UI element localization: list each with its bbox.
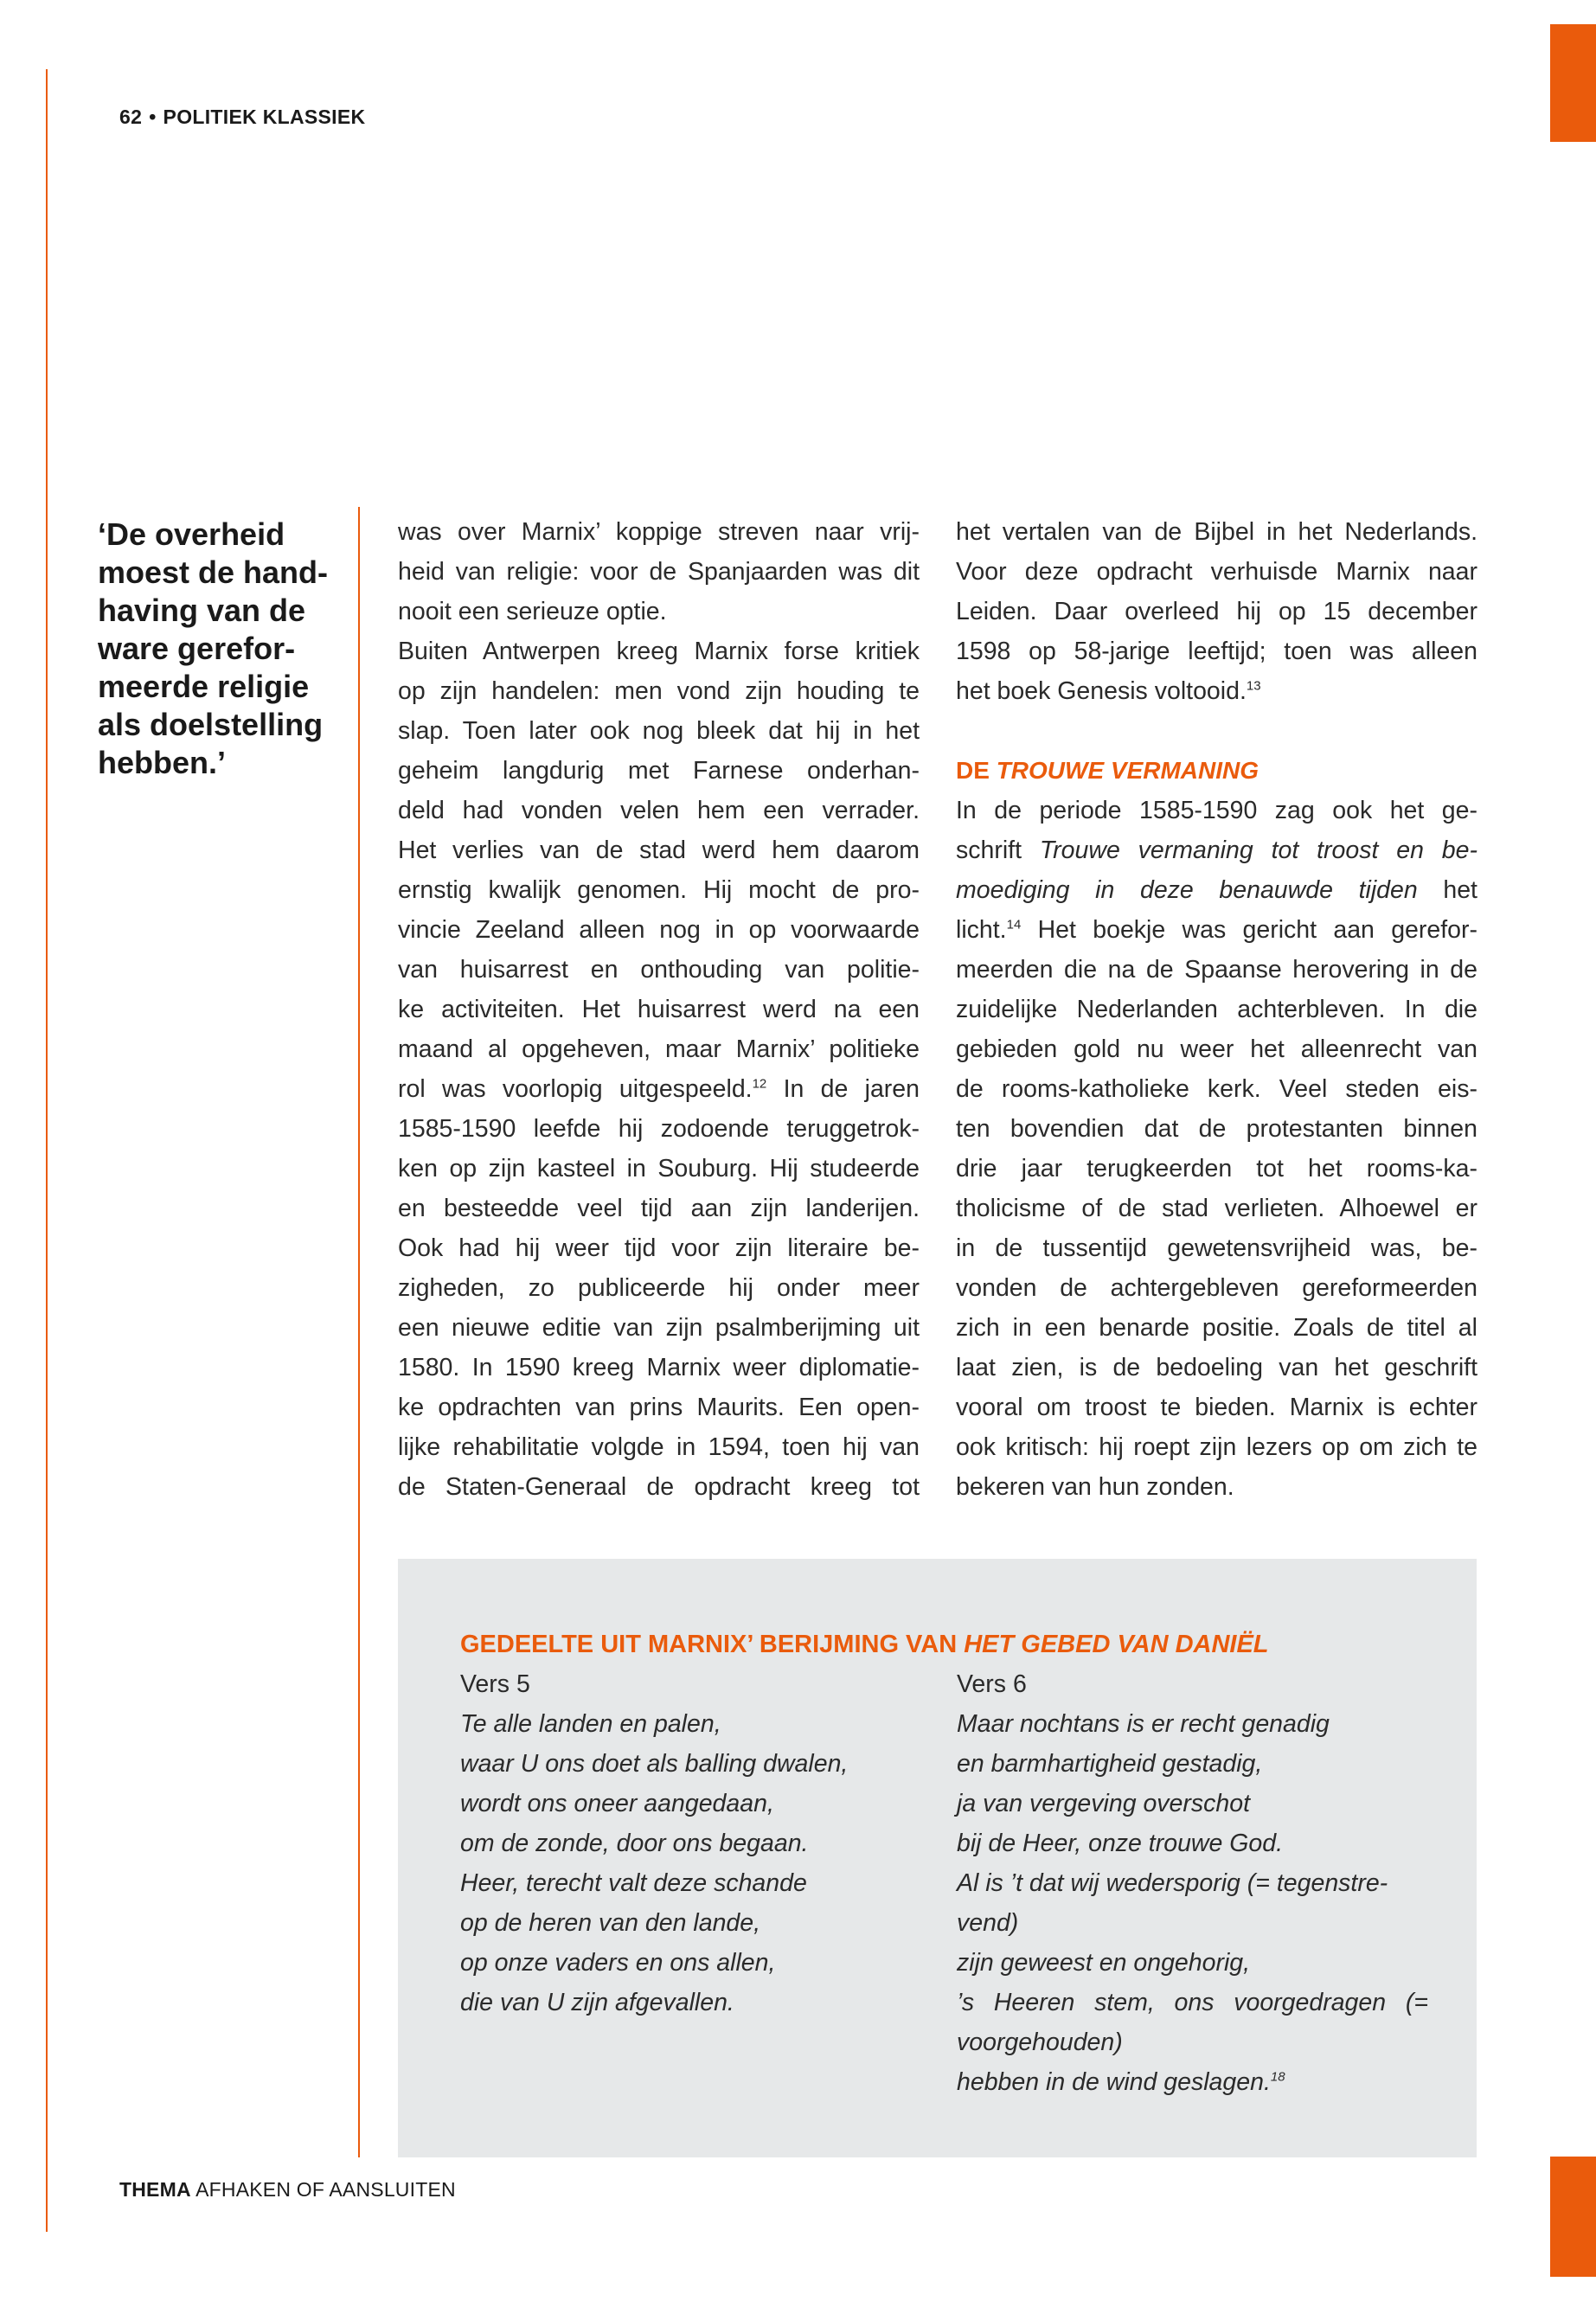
- body-line: een nieuwe editie van zijn psalmberijming uit: [398, 1314, 920, 1342]
- verse-line: op de heren van den lande,: [460, 1909, 761, 1937]
- verse-line: Al is ’t dat wij wedersporig (= tegenstre-: [957, 1869, 1388, 1897]
- body-line: in de tussentijd gewetensvrijheid was, be-: [956, 1234, 1477, 1262]
- body-line: lijke rehabilitatie volgde in 1594, toen hij van: [398, 1433, 920, 1461]
- section-title: POLITIEK KLASSIEK: [163, 106, 366, 128]
- footnote-marker: 18: [1270, 2069, 1285, 2085]
- body-line: zuidelijke Nederlanden achterbleven. In die: [956, 996, 1477, 1023]
- verse-line: wordt ons oneer aangedaan,: [460, 1790, 774, 1817]
- body-line: heid van religie: voor de Spanjaarden was dit: [398, 558, 920, 586]
- body-line: 1580. In 1590 kreeg Marnix weer diplomatie-: [398, 1354, 920, 1381]
- body-line: de Staten-Generaal de opdracht kreeg tot: [398, 1473, 920, 1501]
- verse-line: ja van vergeving overschot: [957, 1790, 1251, 1817]
- footnote-marker: 12: [752, 1076, 767, 1092]
- left-margin-rule: [46, 69, 48, 2232]
- body-line: ken op zijn kasteel in Souburg. Hij studeerde: [398, 1155, 920, 1183]
- body-line: schrift Trouwe vermaning tot troost en be-: [956, 836, 1477, 864]
- footer-theme-label: THEMA: [119, 2178, 191, 2201]
- body-line: zigheden, zo publiceerde hij onder meer: [398, 1274, 920, 1302]
- body-line: vonden de achtergebleven gereformeerden: [956, 1274, 1477, 1302]
- body-line-with-footnote: het boek Genesis voltooid.$^{13}$: [956, 677, 1261, 705]
- top-edge-tab: [1550, 24, 1596, 142]
- body-line: nooit een serieuze optie.: [398, 598, 667, 625]
- pull-quote-line: meerde religie: [98, 669, 310, 704]
- running-footer: [119, 2178, 456, 2202]
- body-line: Ook had hij weer tijd voor zijn literaire be-: [398, 1234, 920, 1262]
- verse-6: [957, 1664, 1428, 2102]
- body-line: en besteedde veel tijd aan zijn landerijen.: [398, 1195, 920, 1222]
- body-line: drie jaar terugkeerden tot het rooms-ka-: [956, 1155, 1477, 1183]
- verse-line: op onze vaders en ons allen,: [460, 1949, 776, 1977]
- running-header: [119, 106, 365, 129]
- verse-title: Vers 6: [957, 1670, 1027, 1698]
- pull-quote-line: ware gerefor-: [98, 631, 296, 666]
- verse-line: Maar nochtans is er recht genadig: [957, 1710, 1330, 1738]
- body-line: In de periode 1585-1590 zag ook het ge-: [956, 797, 1477, 824]
- footer-theme-title: AFHAKEN OF AANSLUITEN: [190, 2178, 456, 2201]
- body-line: 1585-1590 leefde hij zodoende teruggetrok-: [398, 1115, 920, 1143]
- verse-line: waar U ons doet als balling dwalen,: [460, 1750, 849, 1778]
- body-line: op zijn handelen: men vond zijn houding te: [398, 677, 920, 705]
- body-line: Buiten Antwerpen kreeg Marnix forse kritiek: [398, 638, 920, 665]
- body-line: ke opdrachten van prins Maurits. Een open-: [398, 1394, 920, 1421]
- pull-quote-line: hebben.’: [98, 745, 227, 780]
- verse-line: zijn geweest en ongehorig,: [957, 1949, 1251, 1977]
- verse-line: Heer, terecht valt deze schande: [460, 1869, 807, 1897]
- body-line: ook kritisch: hij roept zijn lezers op om zich te: [956, 1433, 1477, 1461]
- pull-quote-line: ‘De overheid: [98, 516, 285, 552]
- verse-line: en barmhartigheid gestadig,: [957, 1750, 1263, 1778]
- body-line-with-footnote: licht.$^{14}$ Het boekje was gericht aan gerefor-: [956, 916, 1477, 944]
- body-line: gebieden gold nu weer het alleenrecht van: [956, 1035, 1477, 1063]
- verse-line: Te alle landen en palen,: [460, 1710, 721, 1738]
- body-column-1: [398, 512, 920, 1507]
- body-line: 1598 op 58-jarige leeftijd; toen was alleen: [956, 638, 1477, 665]
- body-line: meerden die na de Spaanse herovering in de: [956, 956, 1477, 984]
- footnote-marker: 13: [1246, 678, 1261, 694]
- body-line: moediging in deze benauwde tijden het: [956, 876, 1477, 904]
- excerpt-box-title: GEDEELTE UIT MARNIX’ BERIJMING VAN HET GEBED VAN DANIËL: [460, 1631, 1269, 1658]
- verse-line-with-footnote: hebben in de wind geslagen.$^{18}$: [957, 2068, 1285, 2096]
- body-line: zich in een benarde positie. Zoals de titel al: [956, 1314, 1477, 1342]
- pull-quote-line: having van de: [98, 593, 306, 628]
- body-line: tholicisme of de stad verlieten. Alhoewel er: [956, 1195, 1477, 1222]
- body-line: laat zien, is de bedoeling van het geschrift: [956, 1354, 1477, 1381]
- body-line: het vertalen van de Bijbel in het Nederlands.: [956, 518, 1477, 546]
- verse-line: om de zonde, door ons begaan.: [460, 1830, 809, 1857]
- body-line: Voor deze opdracht verhuisde Marnix naar: [956, 558, 1477, 586]
- pull-quote-line: moest de hand-: [98, 554, 329, 590]
- verse-line: ’s Heeren stem, ons voorgedragen (=: [957, 1989, 1428, 2016]
- pull-quote: [98, 516, 349, 782]
- body-line: bekeren van hun zonden.: [956, 1473, 1234, 1501]
- body-line: ke activiteiten. Het huisarrest werd na een: [398, 996, 920, 1023]
- header-separator: •: [149, 106, 157, 128]
- footnote-marker: 14: [1006, 917, 1022, 933]
- body-line-with-footnote: rol was voorlopig uitgespeeld.$^{12}$ In de jaren: [398, 1075, 920, 1103]
- quote-divider-rule: [358, 507, 360, 2157]
- pull-quote-line: als doelstelling: [98, 707, 324, 742]
- body-line: geheim langdurig met Farnese onderhan-: [398, 757, 920, 785]
- verse-line: die van U zijn afgevallen.: [460, 1989, 734, 2016]
- body-line: was over Marnix’ koppige streven naar vrij-: [398, 518, 920, 546]
- verse-5: [460, 1664, 932, 2022]
- body-line: de rooms-katholieke kerk. Veel steden eis-: [956, 1075, 1477, 1103]
- body-line: vincie Zeeland alleen nog in op voorwaarde: [398, 916, 920, 944]
- body-line: deld had vonden velen hem een verrader.: [398, 797, 920, 824]
- verse-line: vend): [957, 1909, 1019, 1937]
- page-number: 62: [119, 106, 143, 128]
- verse-line: bij de Heer, onze trouwe God.: [957, 1830, 1284, 1857]
- body-line: maand al opgeheven, maar Marnix’ politieke: [398, 1035, 920, 1063]
- body-column-2: [956, 512, 1477, 1507]
- verse-line: voorgehouden): [957, 2029, 1123, 2056]
- body-line: slap. Toen later ook nog bleek dat hij in het: [398, 717, 920, 745]
- bottom-edge-tab: [1550, 2157, 1596, 2277]
- body-line: ten bovendien dat de protestanten binnen: [956, 1115, 1477, 1143]
- section-subheading: DE TROUWE VERMANING: [956, 757, 1259, 784]
- body-line: vooral om troost te bieden. Marnix is echter: [956, 1394, 1477, 1421]
- body-line: Leiden. Daar overleed hij op 15 december: [956, 598, 1477, 625]
- body-line: ernstig kwalijk genomen. Hij mocht de pro-: [398, 876, 920, 904]
- body-line: Het verlies van de stad werd hem daarom: [398, 836, 920, 864]
- verse-title: Vers 5: [460, 1670, 530, 1698]
- body-line: van huisarrest en onthouding van politie-: [398, 956, 920, 984]
